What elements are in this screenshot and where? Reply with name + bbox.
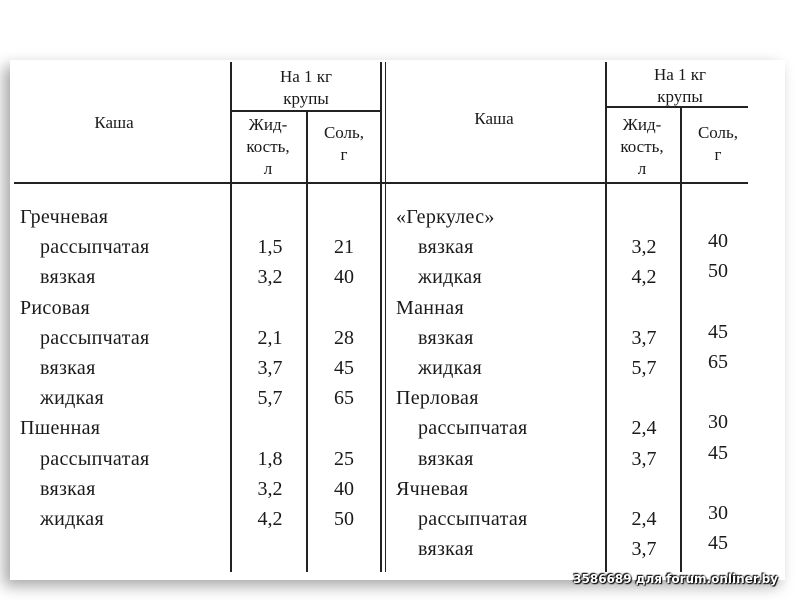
col-divider-left-3 bbox=[380, 62, 382, 572]
row-salt: 30 bbox=[708, 502, 728, 524]
header-porridge-left: Каша bbox=[94, 113, 134, 132]
row-name: жидкая bbox=[40, 508, 104, 530]
header-liquid-left: Жид- кость, л bbox=[246, 115, 290, 178]
row-name: жидкая bbox=[418, 357, 482, 379]
row-name: жидкая bbox=[418, 266, 482, 289]
row-name: «Геркулес» bbox=[396, 206, 495, 228]
row-liquid: 5,7 bbox=[257, 387, 283, 410]
per-kg-rule-right bbox=[605, 106, 748, 108]
row-name: Гречневая bbox=[20, 206, 109, 228]
row-name: вязкая bbox=[40, 477, 96, 500]
col-divider-left-1 bbox=[230, 62, 232, 572]
col-divider-left-2 bbox=[306, 110, 308, 572]
row-liquid: 3,7 bbox=[631, 447, 657, 470]
header-salt-left: Соль, г bbox=[323, 123, 365, 164]
col-divider-right-1 bbox=[605, 62, 607, 572]
row-name: жидкая bbox=[40, 387, 104, 410]
row-name: Пшенная bbox=[20, 417, 101, 440]
col-divider-right-2 bbox=[680, 106, 682, 572]
row-salt: 40 bbox=[334, 477, 354, 500]
row-salt: 40 bbox=[334, 266, 354, 289]
row-salt: 45 bbox=[708, 532, 728, 555]
row-name: рассыпчатая bbox=[40, 447, 150, 470]
row-salt: 65 bbox=[334, 387, 354, 410]
row-liquid: 3,7 bbox=[631, 326, 657, 349]
header-salt-right: Соль, г bbox=[697, 123, 739, 164]
row-liquid: 2,4 bbox=[631, 417, 657, 440]
watermark: 3586689 для forum.onliner.by bbox=[573, 572, 778, 586]
row-liquid: 3,7 bbox=[631, 538, 657, 561]
row-salt: 45 bbox=[708, 441, 728, 464]
row-liquid: 3,2 bbox=[257, 477, 283, 500]
row-name: вязкая bbox=[418, 326, 474, 349]
row-liquid: 4,2 bbox=[257, 508, 283, 530]
row-salt: 40 bbox=[708, 230, 728, 253]
row-liquid: 4,2 bbox=[631, 266, 657, 289]
row-liquid: 3,2 bbox=[257, 266, 283, 289]
row-salt: 30 bbox=[708, 411, 728, 434]
row-salt: 21 bbox=[334, 236, 354, 259]
row-name: рассыпчатая bbox=[40, 236, 150, 259]
col-divider-mid bbox=[385, 62, 386, 572]
row-liquid: 1,8 bbox=[257, 447, 283, 470]
row-name: вязкая bbox=[418, 447, 474, 470]
row-salt: 45 bbox=[334, 357, 354, 379]
row-name: Ячневая bbox=[396, 477, 469, 500]
row-name: рассыпчатая bbox=[40, 326, 150, 349]
row-salt: 25 bbox=[334, 447, 354, 470]
header-per-kg-right: На 1 кг крупы bbox=[653, 65, 707, 106]
row-liquid: 3,2 bbox=[631, 236, 657, 259]
row-name: Перловая bbox=[396, 387, 479, 410]
row-liquid: 2,1 bbox=[257, 326, 283, 349]
row-name: рассыпчатая bbox=[418, 417, 528, 440]
row-liquid: 3,7 bbox=[257, 357, 283, 379]
header-porridge-right: Каша bbox=[474, 109, 514, 128]
row-name: вязкая bbox=[40, 266, 96, 289]
row-name: вязкая bbox=[418, 236, 474, 259]
row-salt: 45 bbox=[708, 320, 728, 343]
header-per-kg-left: На 1 кг крупы bbox=[279, 67, 333, 108]
porridge-table bbox=[14, 62, 785, 578]
row-name: Манная bbox=[396, 296, 464, 319]
row-salt: 28 bbox=[334, 326, 354, 349]
row-salt: 65 bbox=[708, 351, 728, 373]
header-liquid-right: Жид- кость, л bbox=[620, 115, 664, 178]
row-liquid: 2,4 bbox=[631, 508, 657, 530]
row-name: Рисовая bbox=[20, 296, 91, 319]
row-name: вязкая bbox=[418, 538, 474, 561]
row-salt: 50 bbox=[334, 508, 354, 530]
row-liquid: 1,5 bbox=[257, 236, 283, 259]
row-name: вязкая bbox=[40, 357, 96, 379]
row-salt: 50 bbox=[708, 260, 728, 283]
row-name: рассыпчатая bbox=[418, 508, 528, 530]
row-liquid: 5,7 bbox=[631, 357, 657, 379]
